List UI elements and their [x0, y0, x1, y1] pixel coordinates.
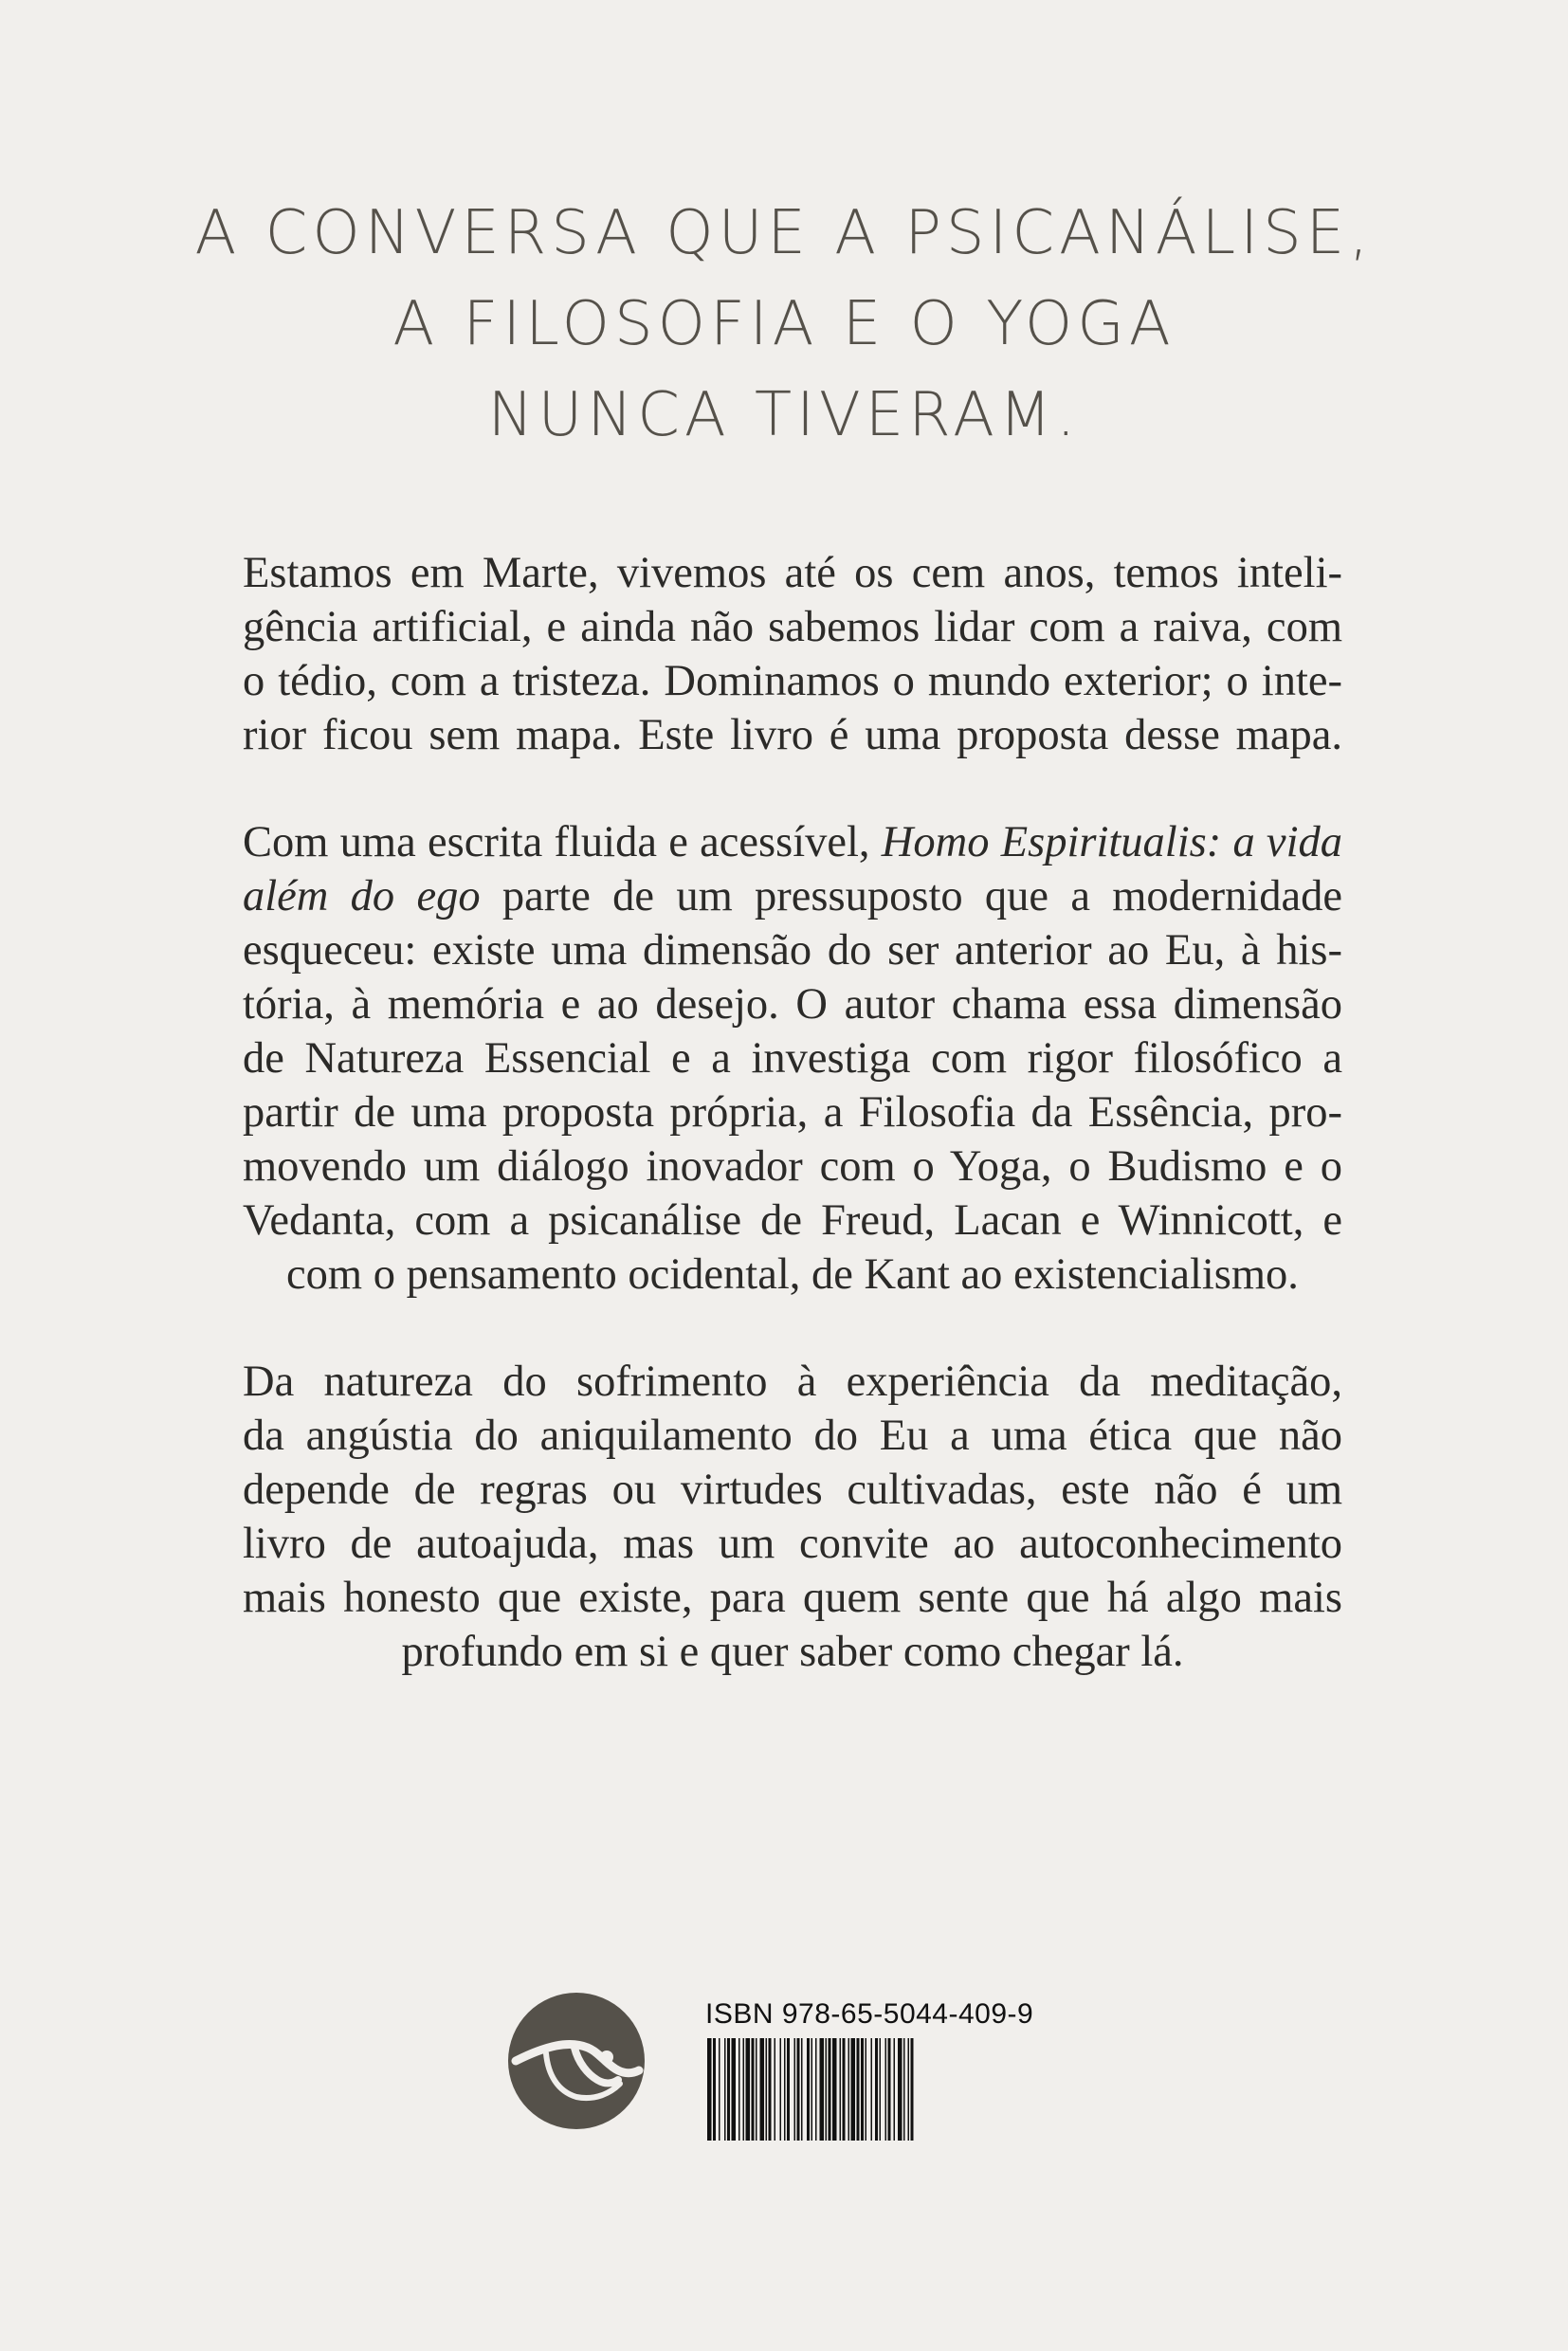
text-line: com o pensamento ocidental, de Kant ao existencialismo. — [286, 1250, 1299, 1299]
barcode-bar — [911, 2038, 914, 2141]
barcode-bar — [908, 2038, 910, 2141]
text-line: esqueceu: existe uma dimensão do ser anterior ao Eu, à his- — [243, 926, 1342, 975]
barcode-bar — [811, 2038, 813, 2141]
text-line — [243, 869, 1342, 923]
barcode-bar — [848, 2038, 850, 2141]
text-line: de Natureza Essencial e a investiga com rigor filosófico a — [243, 1034, 1342, 1083]
barcode-bar — [794, 2038, 796, 2141]
barcode-bar — [797, 2038, 800, 2141]
text-line: Estamos em Marte, vivemos até os cem anos, temos inteli- — [243, 549, 1342, 597]
barcode-bar — [719, 2038, 720, 2141]
text-line: rior ficou sem mapa. Este livro é uma proposta desse mapa. — [243, 711, 1342, 759]
synopsis — [243, 546, 1342, 1732]
barcode-bar — [760, 2038, 765, 2141]
barcode-bar — [780, 2038, 782, 2141]
synopsis-paragraph-2 — [243, 815, 1342, 1302]
barcode-bar — [766, 2038, 768, 2141]
barcode-bar — [743, 2038, 745, 2141]
barcode-bar — [738, 2038, 740, 2141]
barcode-bar — [801, 2038, 803, 2141]
barcode-bar — [820, 2038, 825, 2141]
text-line: movendo um diálogo inovador com o Yoga, o Budismo e o — [243, 1142, 1342, 1191]
barcode-bar — [866, 2038, 867, 2141]
book-title-italic: além do ego — [243, 872, 481, 920]
text-line: profundo em si e quer saber como chegar lá. — [401, 1628, 1184, 1676]
barcode-bar — [888, 2038, 891, 2141]
isbn-label: ISBN 978-65-5044-409-9 — [705, 1998, 1034, 2030]
text-line: Da natureza do sofrimento à experiência da meditação, — [243, 1358, 1342, 1406]
barcode-bar — [851, 2038, 856, 2141]
text-line: livro de autoajuda, mas um convite ao autoconhecimento — [243, 1520, 1342, 1568]
barcode-bar — [775, 2038, 776, 2141]
barcode-bar — [787, 2038, 790, 2141]
barcode-bar — [732, 2038, 737, 2141]
barcode-bar — [871, 2038, 873, 2141]
text-line: tória, à memória e ao desejo. O autor chama essa dimensão — [243, 980, 1342, 1029]
synopsis-paragraph-1 — [243, 546, 1342, 762]
headline-line: NUNCA TIVERAM. — [487, 380, 1081, 450]
barcode-bar — [894, 2038, 896, 2141]
barcode-bar — [727, 2038, 730, 2141]
barcode-bar — [875, 2038, 878, 2141]
barcode-bar — [724, 2038, 726, 2141]
barcode-bar — [885, 2038, 887, 2141]
barcode-bar — [815, 2038, 817, 2141]
barcode-bar — [746, 2038, 751, 2141]
text-line: o tédio, com a tristeza. Dominamos o mundo exterior; o inte- — [243, 657, 1342, 705]
text-line: mais honesto que existe, para quem sente que há algo mais — [243, 1574, 1342, 1622]
headline — [0, 188, 1568, 461]
barcode-bar — [843, 2038, 846, 2141]
barcode-bar — [857, 2038, 860, 2141]
barcode-bar — [707, 2038, 712, 2141]
headline-line: A CONVERSA QUE A PSICANÁLISE, — [194, 198, 1374, 268]
barcode-bar — [784, 2038, 786, 2141]
barcode — [705, 2038, 975, 2141]
text-segment: Com uma escrita fluida e acessível, — [243, 818, 882, 866]
headline-line: A FILOSOFIA E O YOGA — [392, 289, 1176, 359]
publisher-logo — [508, 1993, 645, 2129]
barcode-bar — [903, 2038, 905, 2141]
barcode-bar — [807, 2038, 810, 2141]
text-line: partir de uma proposta própria, a Filosofia da Essência, pro- — [243, 1088, 1342, 1137]
barcode-bar — [826, 2038, 828, 2141]
barcode-bar — [898, 2038, 903, 2141]
barcode-bar — [880, 2038, 882, 2141]
barcode-bar — [832, 2038, 837, 2141]
text-line — [243, 815, 1342, 869]
text-line: gência artificial, e ainda não sabemos lidar com a raiva, com — [243, 603, 1342, 651]
synopsis-paragraph-3 — [243, 1355, 1342, 1679]
text-line: da angústia do aniquilamento do Eu a uma ética que não — [243, 1412, 1342, 1460]
dog-head-icon — [508, 1993, 645, 2129]
barcode-bar — [829, 2038, 831, 2141]
barcode-bar — [756, 2038, 757, 2141]
text-line: Vedanta, com a psicanálise de Freud, Lacan e Winnicott, e — [243, 1196, 1342, 1245]
barcode-bar — [752, 2038, 755, 2141]
barcode-bar — [769, 2038, 772, 2141]
barcode-bar — [861, 2038, 864, 2141]
text-line: depende de regras ou virtudes cultivadas, este não é um — [243, 1466, 1342, 1514]
book-title-italic: Homo Espiritualis: a vida — [881, 818, 1342, 866]
barcode-bar — [840, 2038, 842, 2141]
text-segment: parte de um pressuposto que a modernidade — [480, 872, 1343, 920]
isbn-block — [705, 1998, 1034, 2141]
barcode-bar — [713, 2038, 716, 2141]
